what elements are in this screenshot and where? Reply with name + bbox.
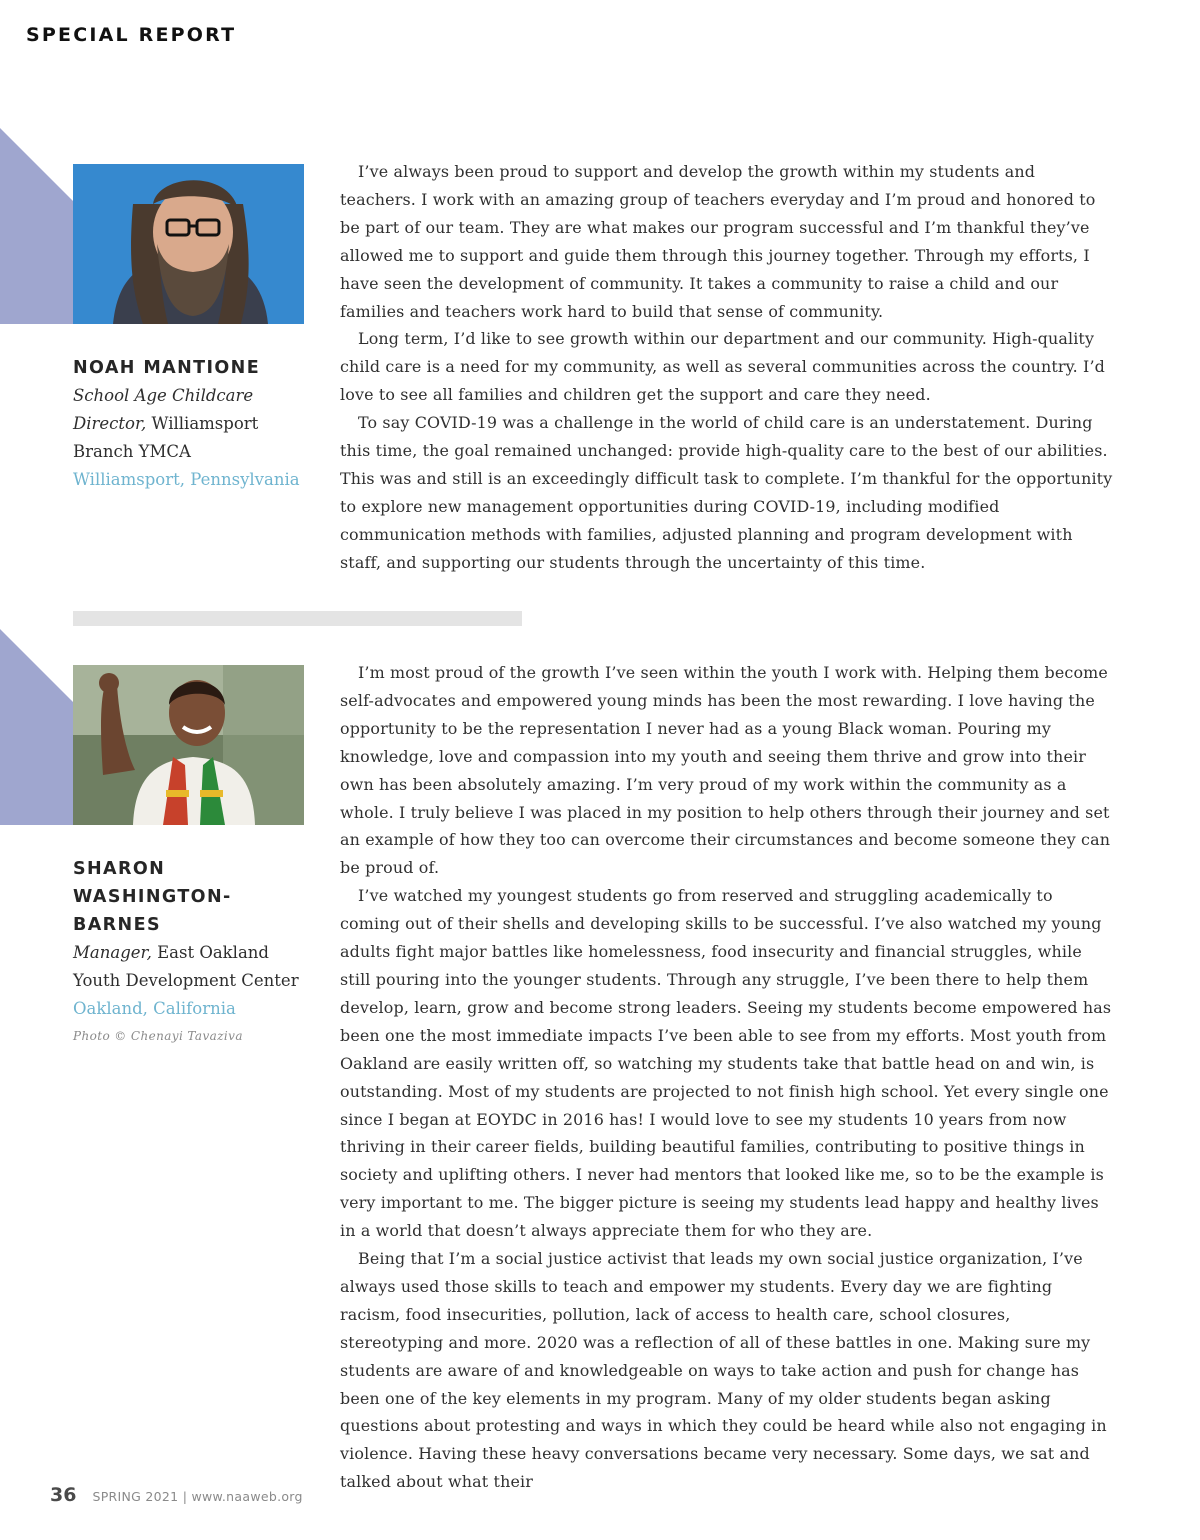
profile-location: Oakland, California [73,999,236,1018]
portrait-photo-noah [73,164,304,324]
page-footer [50,1484,303,1506]
profile-role-line: School Age Childcare [73,386,254,405]
profile-card-noah [73,354,313,494]
profile-card-sharon [73,855,313,1046]
portrait-photo-sharon [73,665,304,825]
body-paragraph: To say COVID-19 was a challenge in the world of child care is an understatement. During this time, the goal remained unchanged: provide high-quality care to the best of our abilities. This was and still is an exceedingly difficult task to complete. I’m thankful for the opportunity to explore new management opportunities during COVID-19, including modified communication methods with families, adjusted planning and program development with staff, and supporting our students through the uncertainty of this time. [340,413,1113,572]
article-body-noah [340,158,1115,577]
body-paragraph: Being that I’m a social justice activist that leads my own social justice organization, I’ve always used those skills to teach and empower my students. Every day we are fighting racism, food insecurities, pollution, lack of access to health care, school closures, stereotyping and more. 2020 was a reflection of all of these battles in one. Making sure my students are aware of and knowledgeable on ways to take action and push for change has been one of the key elements in my program. Many of my older students began asking questions about protesting and ways in which they could be heard while also not engaging in violence. Having these heavy conversations became very necessary. Some days, we sat and talked about what their [340,1249,1107,1492]
profile-role-line: Branch YMCA [73,442,191,461]
section-label: SPECIAL REPORT [26,24,237,46]
profile-name: SHARON [73,859,166,879]
page-number: 36 [50,1484,77,1506]
body-paragraph: I’ve always been proud to support and develop the growth within my students and teachers. I work with an amazing group of teachers everyday and I’m proud and honored to be part of our team. They are what makes our program successful and I’m thankful they’ve allowed me to support and guide them through this journey together. Through my efforts, I have seen the development of community. It takes a community to raise a child and our families and teachers work hard to build that sense of community. [340,162,1096,321]
section-divider [73,611,522,626]
profile-role-line: Manager, East Oakland [73,943,269,962]
body-paragraph: Long term, I’d like to see growth within our department and our community. High-quality child care is a need for my community, as well as several communities across the country. I’d love to see all families and children get the support and care they need. [340,329,1105,405]
photo-credit: Photo © Chenayi Tavaziva [73,1029,243,1043]
body-paragraph: I’ve watched my youngest students go from reserved and struggling academically to coming out of their shells and developing skills to be successful. I’ve also watched my young adults fight major battles like homelessness, food insecurity and financial struggles, while still pouring into the younger students. Through any struggle, I’ve been there to help them develop, learn, grow and become strong leaders. Seeing my students become empowered has been one the most immediate impacts I’ve been able to see from my efforts. Most youth from Oakland are easily written off, so watching my students take that battle head on and win, is outstanding. Most of my students are projected to not finish high school. Yet every single one since I began at EOYDC in 2016 has! I would love to see my students 10 years from now thriving in their career fields, building beautiful families, contributing to positive things in society and uplifting others. I never had mentors that looked like me, so to be the example is very important to me. The bigger picture is seeing my students lead happy and healthy lives in a world that doesn’t always appreciate them for who they are. [340,886,1112,1241]
profile-role-line: Youth Development Center [73,971,299,990]
body-paragraph: I’m most proud of the growth I’ve seen within the youth I work with. Helping them become self-advocates and empowered young minds has been the most rewarding. I love having the opportunity to be the representation I never had as a young Black woman. Pouring my knowledge, love and compassion into my youth and seeing them thrive and grow into their own has been absolutely amazing. I’m very proud of my work within the community as a whole. I truly believe I was placed in my position to help others through their journey and set an example of how they too can overcome their circumstances and become someone they can be proud of. [340,663,1111,878]
profile-name: NOAH MANTIONE [73,358,261,378]
profile-location: Williamsport, Pennsylvania [73,470,300,489]
article-body-sharon [340,659,1115,1496]
issue-info: SPRING 2021 | www.naaweb.org [92,1489,303,1504]
profile-name: WASHINGTON-BARNES [73,887,232,935]
profile-role-line: Director, Williamsport [73,414,259,433]
